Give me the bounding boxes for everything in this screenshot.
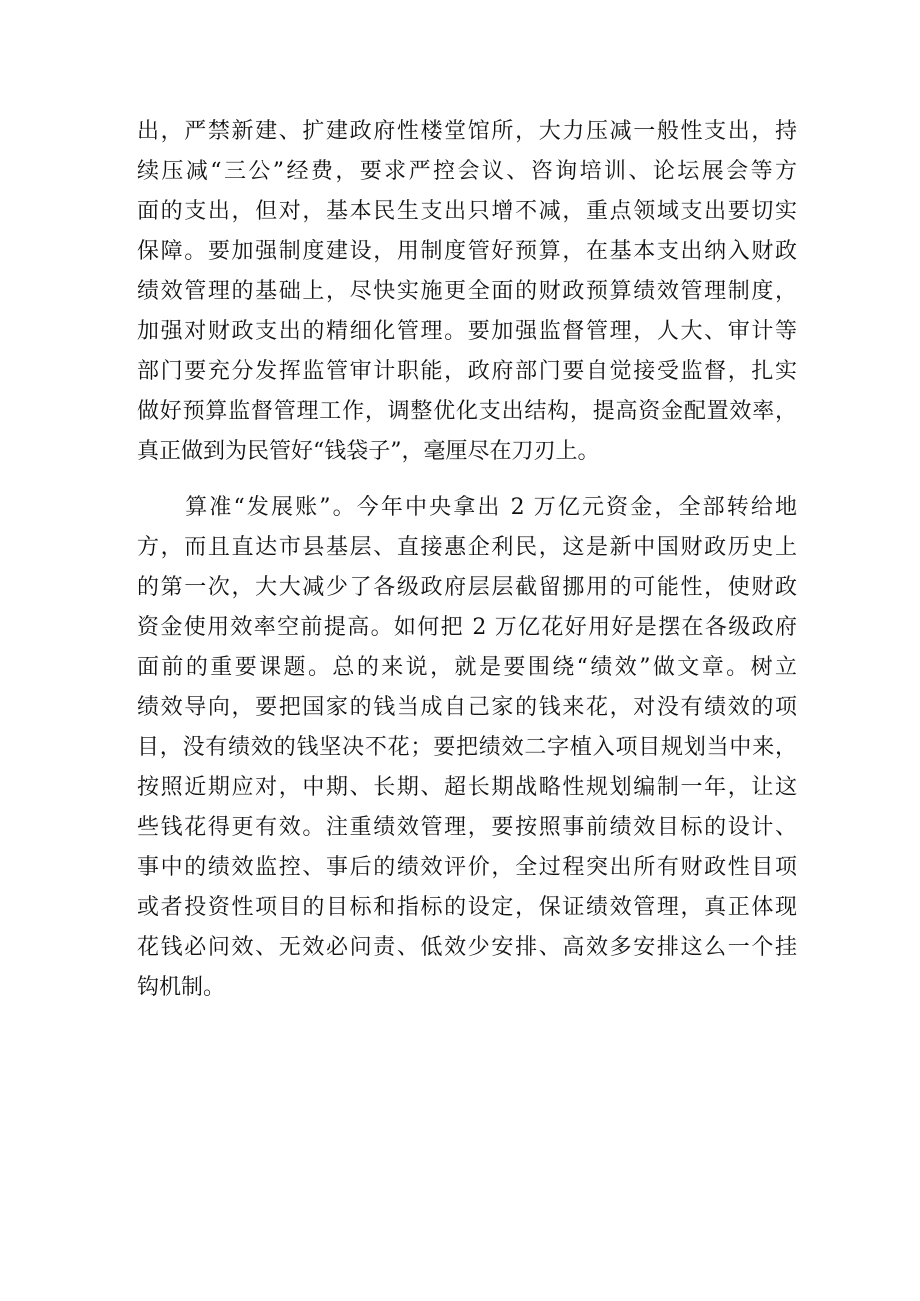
text-line: 做好预算监督管理工作，调整优化支出结构，提高资金配置效率，: [137, 399, 797, 424]
text-line: 出，严禁新建、扩建政府性楼堂馆所，大力压减一般性支出，持: [137, 119, 797, 144]
text-line: 目，没有绩效的钱坚决不花；要把绩效二字植入项目规划当中来，: [137, 735, 797, 760]
paragraph-1: [137, 112, 797, 472]
text-line: 面前的重要课题。总的来说，就是要围绕“绩效”做文章。树立: [137, 655, 797, 680]
text-line: 花钱必问效、无效必问责、低效少安排、高效多安排这么一个挂: [137, 935, 797, 960]
text-line: 事中的绩效监控、事后的绩效评价，全过程突出所有财政性目项: [137, 855, 797, 880]
text-line: 算准“发展账”。今年中央拿出 2 万亿元资金，全部转给地: [137, 495, 797, 520]
text-line: 按照近期应对，中期、长期、超长期战略性规划编制一年，让这: [137, 775, 797, 800]
text-line: 面的支出，但对，基本民生支出只增不减，重点领域支出要切实: [137, 199, 797, 224]
text-line: 方，而且直达市县基层、直接惠企利民，这是新中国财政历史上: [137, 535, 797, 560]
paragraph-2: [137, 488, 797, 1008]
text-line: 部门要充分发挥监管审计职能，政府部门要自觉接受监督，扎实: [137, 359, 797, 384]
text-line: 绩效导向，要把国家的钱当成自己家的钱来花，对没有绩效的项: [137, 695, 797, 720]
text-line: 或者投资性项目的目标和指标的设定，保证绩效管理，真正体现: [137, 895, 797, 920]
text-line: 绩效管理的基础上，尽快实施更全面的财政预算绩效管理制度，: [137, 279, 797, 304]
text-line: 加强对财政支出的精细化管理。要加强监督管理，人大、审计等: [137, 319, 797, 344]
paragraph-gap: [137, 472, 797, 488]
text-line: 真正做到为民管好“钱袋子”，毫厘尽在刀刃上。: [137, 439, 600, 464]
text-line: 保障。要加强制度建设，用制度管好预算，在基本支出纳入财政: [137, 239, 797, 264]
text-line: 钩机制。: [137, 975, 226, 1000]
text-line: 资金使用效率空前提高。如何把 2 万亿花好用好是摆在各级政府: [137, 615, 797, 640]
text-line: 些钱花得更有效。注重绩效管理，要按照事前绩效目标的设计、: [137, 815, 797, 840]
body-text: [137, 112, 797, 1008]
text-line: 续压减“三公”经费，要求严控会议、咨询培训、论坛展会等方: [137, 159, 797, 184]
text-line: 的第一次，大大减少了各级政府层层截留挪用的可能性，使财政: [137, 575, 797, 600]
